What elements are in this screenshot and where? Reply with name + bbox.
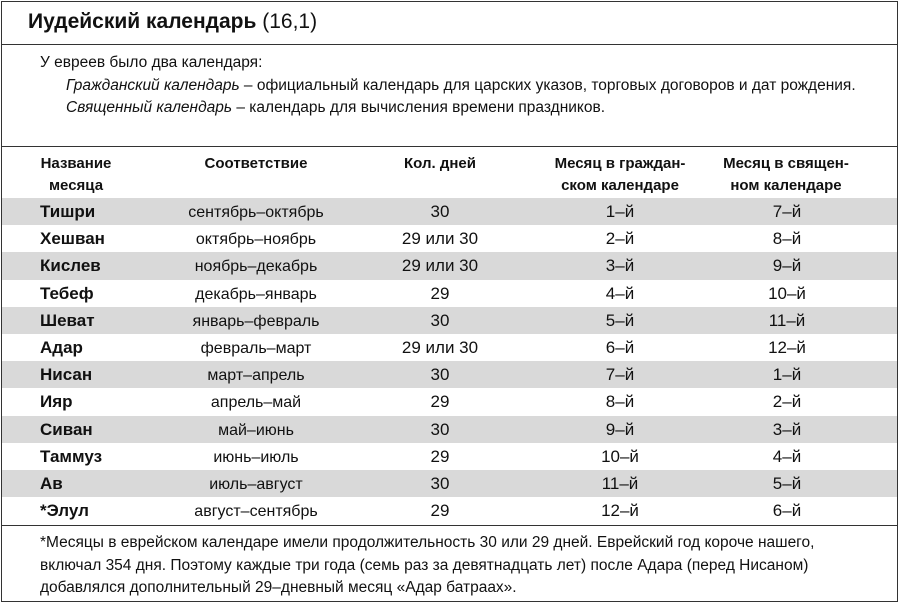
sacred-desc: – календарь для вычисления времени праздников.: [232, 99, 606, 116]
month-civil-order: 7–й: [605, 365, 635, 385]
month-correspondence: июль–август: [209, 475, 303, 493]
month-civil-order: 2–й: [605, 229, 635, 249]
month-name: Ияр: [40, 392, 73, 412]
month-correspondence: март–апрель: [207, 367, 305, 385]
table-body: [2, 198, 897, 524]
table-row: [2, 388, 897, 415]
month-correspondence: ноябрь–декабрь: [194, 258, 318, 276]
month-name: Тишри: [40, 202, 96, 221]
title-main: Иудейский календарь: [28, 10, 257, 33]
table-row: [2, 307, 897, 334]
month-name: Кислев: [40, 256, 101, 276]
month-correspondence: август–сентябрь: [194, 503, 318, 521]
month-days: 30: [430, 365, 450, 385]
month-civil-order: 5–й: [605, 310, 635, 330]
month-sacred-order: 6–й: [772, 501, 802, 521]
month-correspondence: май–июнь: [218, 421, 294, 439]
footnote-text: *Месяцы в еврейском календаре имели продолжительность 30 или 29 дней. Еврейский год короче нашего, включал 354 дня. Поэтому каждые три года (семь раз за девятнадцать лет) после Адара (перед Нисаном) добавлялся дополнительный 29–дневный месяц «Адар батраах».: [40, 534, 815, 596]
month-name: Шеват: [40, 310, 95, 330]
month-civil-order: 6–й: [605, 337, 635, 357]
month-correspondence: декабрь–январь: [195, 285, 317, 303]
month-correspondence: апрель–май: [210, 394, 302, 412]
month-civil-order: 4–й: [605, 283, 635, 303]
month-correspondence: сентябрь–октябрь: [188, 204, 324, 221]
month-sacred-order: 11–й: [768, 310, 806, 330]
month-civil-order: 10–й: [601, 446, 639, 466]
table-row: [2, 225, 897, 252]
sacred-term: Священный календарь: [66, 99, 233, 116]
month-sacred-order: 12–й: [768, 337, 806, 357]
month-name: Тебеф: [40, 283, 94, 303]
month-sacred-order: 7–й: [772, 202, 802, 221]
month-days: 30: [430, 310, 450, 330]
month-civil-order: 9–й: [605, 419, 635, 439]
table-row: [2, 470, 897, 497]
page-title: [28, 10, 317, 34]
table-row: [2, 334, 897, 361]
header-days: Кол. дней: [404, 155, 476, 172]
month-correspondence: июнь–июль: [213, 448, 299, 466]
month-civil-order: 12–й: [601, 501, 639, 521]
month-name: Хешван: [40, 229, 105, 249]
table-row: [2, 361, 897, 388]
table-row: [2, 280, 897, 307]
header-sacred: Месяц в священ- ном календаре: [723, 155, 849, 194]
month-correspondence: январь–февраль: [192, 312, 320, 330]
month-name: Таммуз: [40, 446, 103, 466]
month-name: *Элул: [40, 501, 89, 521]
month-name: Нисан: [40, 365, 93, 385]
calendar-panel: [1, 1, 898, 602]
month-correspondence: февраль–март: [200, 339, 312, 357]
month-days: 29 или 30: [401, 256, 479, 276]
table-row: [2, 416, 897, 443]
month-days: 29: [430, 501, 450, 521]
table-header: [2, 146, 897, 199]
intro-text: [40, 52, 870, 120]
month-name: Ав: [40, 473, 63, 493]
month-sacred-order: 8–й: [772, 229, 802, 249]
month-days: 29 или 30: [401, 229, 479, 249]
header-civil: Месяц в граждан- ском календаре: [554, 155, 686, 194]
intro-sacred: [40, 97, 870, 120]
month-civil-order: 8–й: [605, 392, 635, 412]
header-correspondence: Соответствие: [204, 155, 308, 172]
month-days: 30: [430, 473, 450, 493]
table-row: [2, 198, 897, 225]
table-row: [2, 497, 897, 524]
month-sacred-order: 10–й: [768, 283, 806, 303]
month-days: 29: [430, 392, 450, 412]
month-sacred-order: 3–й: [772, 419, 802, 439]
title-number: (16,1): [262, 10, 318, 33]
intro-line: У евреев было два календаря:: [40, 54, 263, 71]
month-days: 29 или 30: [401, 337, 479, 357]
month-days: 30: [430, 419, 450, 439]
month-sacred-order: 5–й: [772, 473, 802, 493]
header-name: Название месяца: [40, 155, 112, 194]
civil-desc: – официальный календарь для царских указов, торговых договоров и дат рождения.: [239, 76, 856, 94]
month-civil-order: 1–й: [605, 202, 635, 221]
table-row: [2, 443, 897, 470]
month-sacred-order: 4–й: [772, 446, 802, 466]
month-name: Сиван: [40, 419, 93, 439]
month-sacred-order: 9–й: [772, 256, 802, 276]
month-sacred-order: 1–й: [772, 365, 802, 385]
month-sacred-order: 2–й: [772, 392, 802, 412]
footnote: [2, 525, 897, 604]
civil-term: Гражданский календарь: [66, 76, 240, 94]
month-days: 30: [430, 202, 450, 221]
month-correspondence: октябрь–ноябрь: [195, 231, 317, 249]
month-name: Адар: [40, 337, 83, 357]
month-days: 29: [430, 283, 450, 303]
month-days: 29: [430, 446, 450, 466]
table-row: [2, 252, 897, 279]
intro-civil: [40, 75, 870, 98]
month-civil-order: 11–й: [601, 473, 639, 493]
title-bar: [2, 2, 897, 45]
month-civil-order: 3–й: [605, 256, 635, 276]
